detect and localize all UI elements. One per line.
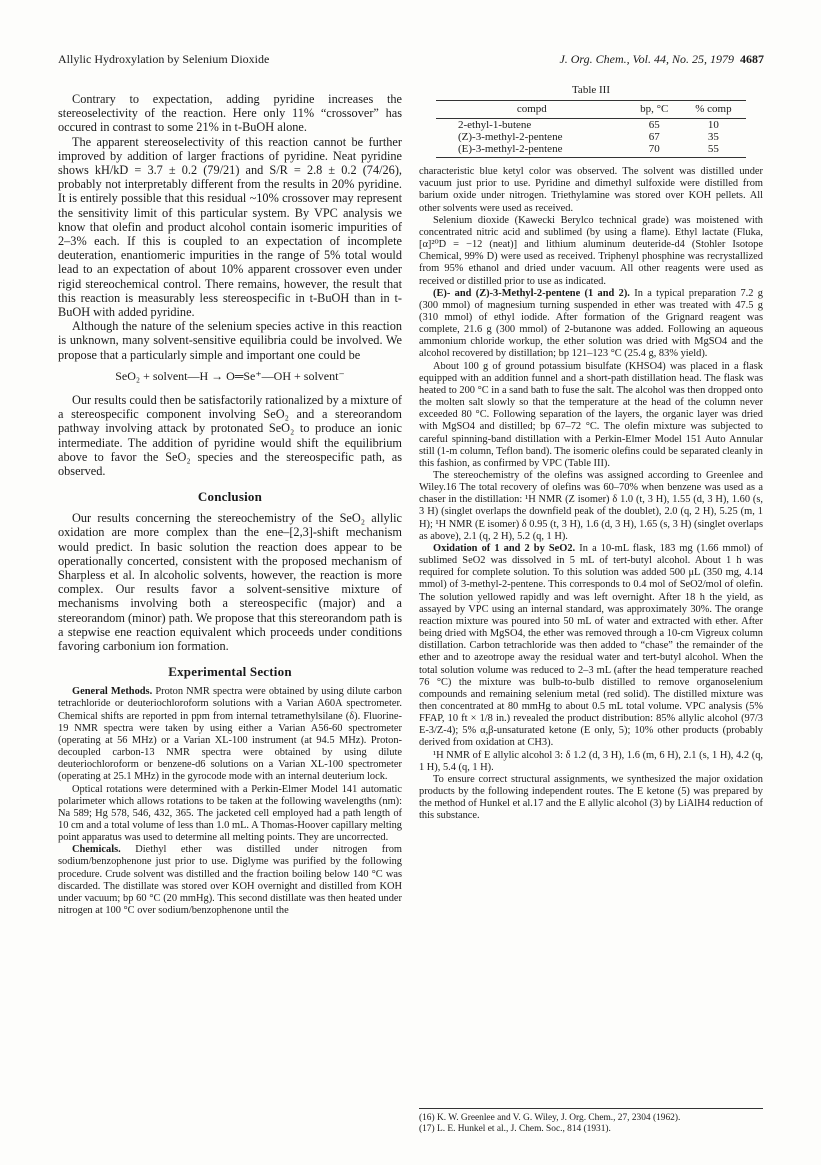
runin-heading: Oxidation of 1 and 2 by SeO2. xyxy=(433,542,576,554)
table-cell: 65 xyxy=(648,119,660,132)
table-iii xyxy=(436,100,746,158)
table-row xyxy=(436,143,746,158)
paragraph-text: Proton NMR spectra were obtained by using dilute carbon tetrachloride or deuteriochloroform solutions with a Varian A60A spectrometer. Chemical shifts are reported in ppm from internal tetramethylsilane (δ). Fluorine-19 NMR spectra were taken by using either a Varian A56-60 spectrometer (operating at 56 MHz) or a Varian XL-100 instrument (at 94.5 MHz). Proton-decoupled carbon-13 NMR spectra were obtained by using dilute deuteriochloroform or benzene-d6 solutions on a Varian XL-100 spectrometer (operating at 25.1 MHz) in the gyrocode mode with an internal deuterium lock. xyxy=(58,686,402,783)
paragraph: The stereochemistry of the olefins was assigned according to Greenlee and Wiley.16 The total recovery of olefins was 60–70% when benzene was used as a chaser in the distillation: ¹H NMR (Z isomer) δ 1.0 (t, 3 H), 1.55 (d, 3 H), 1.60 (s, 3 H) (singlet overlaps the downfield peak of the doublet), 2.0 (q, 2 H), 5.25 (m, 1 H); ¹H NMR (E isomer) δ 0.95 (t, 3 H), 1.6 (d, 3 H), 1.65 (s, 3 H) (singlet overlaps as above), 2.1 (q, 2 H), 5.2 (q, 1 H). xyxy=(419,470,763,542)
section-heading-experimental: Experimental Section xyxy=(168,664,292,680)
footnotes xyxy=(419,1108,763,1135)
journal-citation: J. Org. Chem., Vol. 44, No. 25, 1979 xyxy=(559,52,734,66)
table-header: compd xyxy=(436,101,628,119)
paragraph xyxy=(58,686,402,783)
table-row xyxy=(436,119,746,132)
table-cell: 10 xyxy=(707,119,719,132)
paragraph xyxy=(419,543,763,750)
paragraph: Although the nature of the selenium species active in this reaction is unknown, many solvent-sensitive equilibria could be involved. We propose that a particularly simple and important one could be xyxy=(58,319,402,362)
runin-heading: Chemicals. xyxy=(72,844,121,856)
table-row xyxy=(436,131,746,143)
paragraph: Our results could then be satisfactorily rationalized by a mixture of a stereospecific component involving SeO₂ and a stereorandom pathway involving attack by protonated SeO₂ to produce an ionic intermediate. The addition of pyridine would shift the equilibrium above to favor the SeO₂ species and the stereospecific path, as observed. xyxy=(58,392,402,478)
paragraph: Optical rotations were determined with a Perkin-Elmer Model 141 automatic polarimeter which allows rotations to be taken at the following wavelengths (nm): Na 589; Hg 578, 546, 432, 365. The jacketed cell employed had a path length of 10 cm and a total volume of less than 1.0 mL. A Thomas-Hoover capillary melting point apparatus was used to determine all melting points. They are uncorrected. xyxy=(58,783,402,844)
runin-heading: (E)- and (Z)-3-Methyl-2-pentene (1 and 2). xyxy=(433,287,630,299)
table-header: bp, °C xyxy=(628,101,681,119)
paragraph: characteristic blue ketyl color was observed. The solvent was distilled under vacuum just prior to use. Pyridine and dimethyl sulfoxide were distilled from barium oxide under nitrogen. Triethylamine was stored over KOH pellets. All other solvents were used as received. xyxy=(419,166,763,214)
table-cell: 55 xyxy=(681,143,746,158)
paragraph: Contrary to expectation, adding pyridine increases the stereoselectivity of the reaction. Here only 11% “crossover” has occured in contrast to some 21% in t-BuOH alone. xyxy=(58,92,402,135)
table-cell: 70 xyxy=(628,143,681,158)
table-cell: (Z)-3-methyl-2-pentene xyxy=(458,131,563,144)
table-header: % comp xyxy=(681,101,746,119)
table-cell: 2-ethyl-1-butene xyxy=(458,119,532,132)
table-cell: (E)-3-methyl-2-pentene xyxy=(436,143,628,158)
table-cell: 35 xyxy=(707,131,719,144)
paragraph-text: Diethyl ether was distilled under nitrogen from sodium/benzophenone just prior to use. Diglyme was purified by the following procedure. Crude solvent was distilled and the fraction boiling below 140 °C was discarded. The distillate was stored over KOH overnight and distilled from KOH under vacuum; bp 60 °C (20 mmHg). This second distillate was then heated under nitrogen at 100 °C over sodium/benzophenone until the xyxy=(58,844,402,917)
paragraph: ¹H NMR of E allylic alcohol 3: δ 1.2 (d, 3 H), 1.6 (m, 6 H), 2.1 (s, 1 H), 4.2 (q, 1 H), 5.4 (q, 1 H). xyxy=(419,749,763,773)
table-cell: 67 xyxy=(648,131,660,144)
paragraph: Our results concerning the stereochemistry of the SeO₂ allylic oxidation are more complex than the ene–[2,3]-shift mechanism would predict. In basic solution the reaction does appear to be operationally concerted, consistent with the proposed mechanism of Sharpless et al. In alcoholic solvents, however, the reaction is more complex. Our results favor a solvent-sensitive mixture of mechanisms involving both a stereospecific (major) and a stereorandom (minor) path. We propose that this stereorandom path is a stepwise ene reaction equivalent which proceeds under conditions favoring carbonium ion formation. xyxy=(58,511,402,653)
paragraph-text: In a 10-mL flask, 183 mg (1.66 mmol) of sublimed SeO2 was dissolved in 5 mL of tert-butyl alcohol. About 1 h was required for complete solution. To this solution was added 500 μL (350 mg, 4.14 mmol) of 3-methyl-2-pentene. This corresponds to 0.4 mol of SeO2/mol of olefin. The solution yellowed rapidly and was left overnight. After 18 h the yield, as assayed by VPC using an internal standard, was approximately 30%. The orange reaction mixture was poured into 50 mL of water and extracted with ether. After being dried with MgSO4, the ether was removed through a 10-cm Vigreux column distillation. Carbon tetrachloride was then added to “chase” the remainder of the ether and to azeotrope away the residual water and tert-butyl alcohol. When the total solution volume was reduced to 2–3 mL (after the head temperature reached 76 °C) the mixture was bulb-to-bulb distilled to remove organoselenium compounds and remaining selenium metal (red solid). The distilled mixture was then concentrated at 80 mmHg to about 0.5 mL total volume. VPC analysis (5% FFAP, 10 ft × 1/8 in.) revealed the product distribution: 85% allylic alcohol (97/3 E-3/Z-4); 5% α,β-unsaturated ketone (E only, 5); 10% other products (probably derived from oxidation at CH3). xyxy=(419,542,764,749)
paragraph: To ensure correct structural assignments, we synthesized the major oxidation products by the following independent routes. The E ketone (5) was prepared by the method of Hunkel et al.17 and the E allylic alcohol (3) by LiAlH4 reduction of this substance. xyxy=(419,773,763,822)
paragraph xyxy=(419,288,763,361)
running-title: Allylic Hydroxylation by Selenium Dioxide xyxy=(58,52,270,66)
paragraph: Selenium dioxide (Kawecki Berylco technical grade) was moistened with concentrated nitric acid and sublimed (by using a flame). Ethyl lactate (Fluka, [α]²⁰D = −12 (neat)] and lithium aluminum deuteride-d4 (Stohler Isotope Chemical, 99% D) were used as received. Triphenyl phosphine was recrystallized from 95% ethanol and dried under vacuum. All other reagents were used as received or distilled prior to use as indicated. xyxy=(419,214,763,287)
page-number: 4687 xyxy=(740,52,764,66)
footnote: (17) L. E. Hunkel et al., J. Chem. Soc., 814 (1931). xyxy=(419,1124,611,1134)
left-column xyxy=(58,92,402,917)
equation: SeO₂ + solvent—H → O═Se⁺—OH + solvent⁻ xyxy=(115,368,345,383)
paragraph: The apparent stereoselectivity of this reaction cannot be further improved by addition of larger fractions of pyridine. Neat pyridine shows kH/kD = 3.7 ± 0.2 (79/21) and S/R = 2.8 ± 0.2 (74/26), probably not interpretably different from the results in 20% pyridine. It is entirely possible that this residual ~10% crossover may represent the sensitivity limit of this particular system. By VPC analysis we know that olefin and product alcohol contain isomeric impurities of 2–3% each. If this is coupled to an expectation of incomplete deuteration, enantiomeric impurities in the range of 5% total would lead to an expectation of about 10% apparent crossover even under rigid stereochemical control. There remains, however, the result that this reaction is measurably less stereospecific in t-BuOH than in t-BuOH with added pyridine. xyxy=(58,134,402,320)
footnote: (16) K. W. Greenlee and V. G. Wiley, J. Org. Chem., 27, 2304 (1962). xyxy=(419,1113,681,1123)
table-caption: Table III xyxy=(571,84,610,96)
paragraph-text: In a typical preparation 7.2 g (300 mmol) of magnesium turning suspended in ether was treated with 47.5 g (310 mmol) of ethyl iodide. After formation of the Grignard reagent was complete, 21.6 g (300 mmol) of 2-butanone was added. Following an aqueous ammonium chloride workup, the ether solution was dried with MgSO4 and the alcohol recovered by distillation; bp 121–123 °C (25.4 g, 83% yield). xyxy=(419,287,763,360)
paragraph xyxy=(58,844,402,917)
right-column xyxy=(419,84,763,823)
section-heading-conclusion: Conclusion xyxy=(197,489,263,505)
journal-header xyxy=(559,52,764,67)
paragraph: About 100 g of ground potassium bisulfate (KHSO4) was placed in a flask equipped with an addition funnel and a short-path distillation head. The flask was heated to 200 °C in a sand bath to fuse the salt. The alcohol was then dropped onto the molten salt slowly so that the temperature at the head of the column never exceeded 80 °C. Following separation of the layers, the organic layer was dried with MgSO4 and distilled; bp 67–72 °C. The olefin mixture was subjected to careful spinning-band distillation with a Perkin-Elmer Model 151 Auto Annular still (1-m column, Teflon band). The isomeric olefins could be separated cleanly in this fashion, as confirmed by VPC (Table III). xyxy=(419,360,763,469)
runin-heading: General Methods. xyxy=(72,686,153,698)
